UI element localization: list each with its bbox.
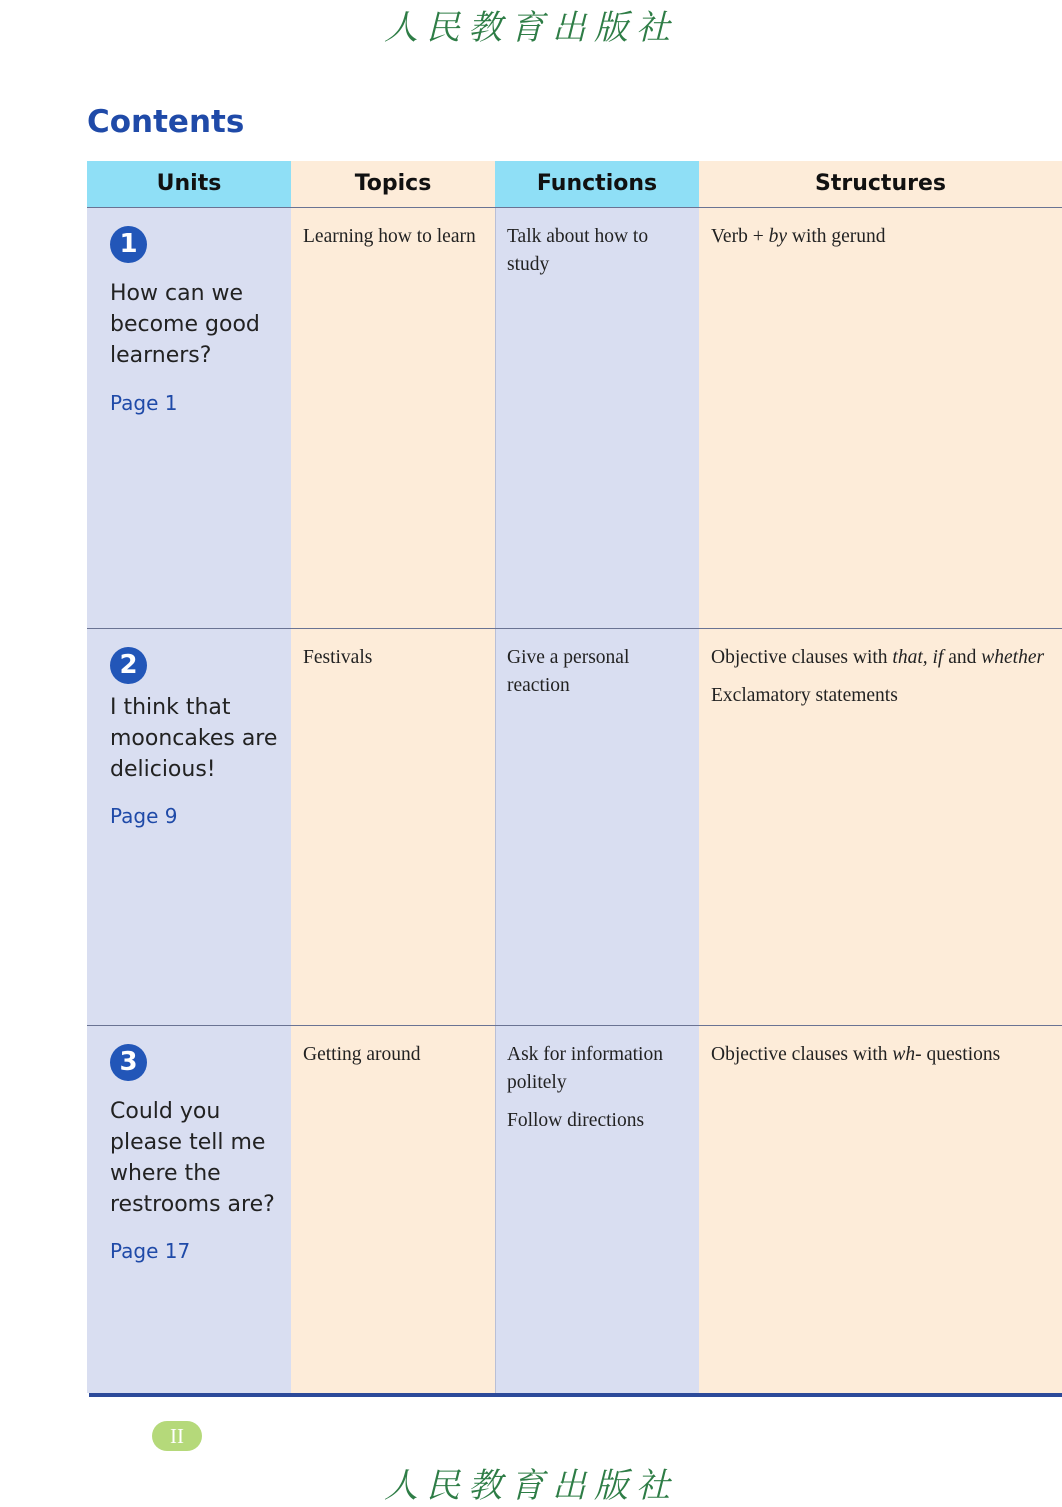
publisher-watermark-bottom: 人民教育出版社 xyxy=(384,1466,678,1506)
unit-topics xyxy=(303,644,487,672)
table-bottom-rule xyxy=(89,1393,1062,1397)
functions-column xyxy=(495,161,699,1393)
topic-item: Festivals xyxy=(303,647,373,668)
unit-page-link[interactable]: Page 1 xyxy=(110,391,178,415)
function-item: Talk about how to study xyxy=(507,226,649,275)
row-divider-1 xyxy=(87,628,1062,629)
unit-topics xyxy=(303,1041,487,1069)
unit-structures xyxy=(711,223,1051,251)
unit-structures xyxy=(711,644,1051,710)
unit-number-badge: 3 xyxy=(110,1044,147,1081)
function-item: Follow directions xyxy=(507,1110,645,1131)
structure-item: Objective clauses with that, if and whether xyxy=(711,647,1045,668)
function-item: Ask for information politely xyxy=(507,1044,663,1093)
function-item: Give a personal reaction xyxy=(507,647,630,696)
header-topics: Topics xyxy=(291,161,495,207)
contents-table xyxy=(87,161,1062,1398)
publisher-watermark-top: 人民教育出版社 xyxy=(384,8,678,48)
structure-item: Exclamatory statements xyxy=(711,685,898,706)
unit-title: I think that mooncakes are delicious! xyxy=(110,695,278,782)
topic-item: Getting around xyxy=(303,1044,421,1065)
header-units: Units xyxy=(87,161,291,207)
unit-page-link[interactable]: Page 17 xyxy=(110,1239,191,1263)
header-divider xyxy=(87,207,1062,208)
unit-functions xyxy=(507,223,687,279)
structures-column xyxy=(699,161,1062,1393)
structure-item: Objective clauses with wh- questions xyxy=(711,1044,1001,1065)
topic-item: Learning how to learn xyxy=(303,226,476,247)
unit-title: Could you please tell me where the restrooms are? xyxy=(110,1099,275,1217)
unit-number-badge: 1 xyxy=(110,226,147,263)
unit-structures xyxy=(711,1041,1051,1069)
page-title: Contents xyxy=(87,104,245,140)
unit-title: How can we become good learners? xyxy=(110,281,260,368)
header-structures: Structures xyxy=(699,161,1062,207)
unit-functions xyxy=(507,1041,687,1135)
topics-column xyxy=(291,161,495,1393)
row-divider-2 xyxy=(87,1025,1062,1026)
header-functions: Functions xyxy=(495,161,699,207)
unit-functions xyxy=(507,644,687,700)
structure-item: Verb + by with gerund xyxy=(711,226,886,247)
unit-number-badge: 2 xyxy=(110,647,147,684)
page-number-badge: II xyxy=(152,1421,202,1451)
unit-page-link[interactable]: Page 9 xyxy=(110,804,178,828)
unit-topics xyxy=(303,223,487,251)
